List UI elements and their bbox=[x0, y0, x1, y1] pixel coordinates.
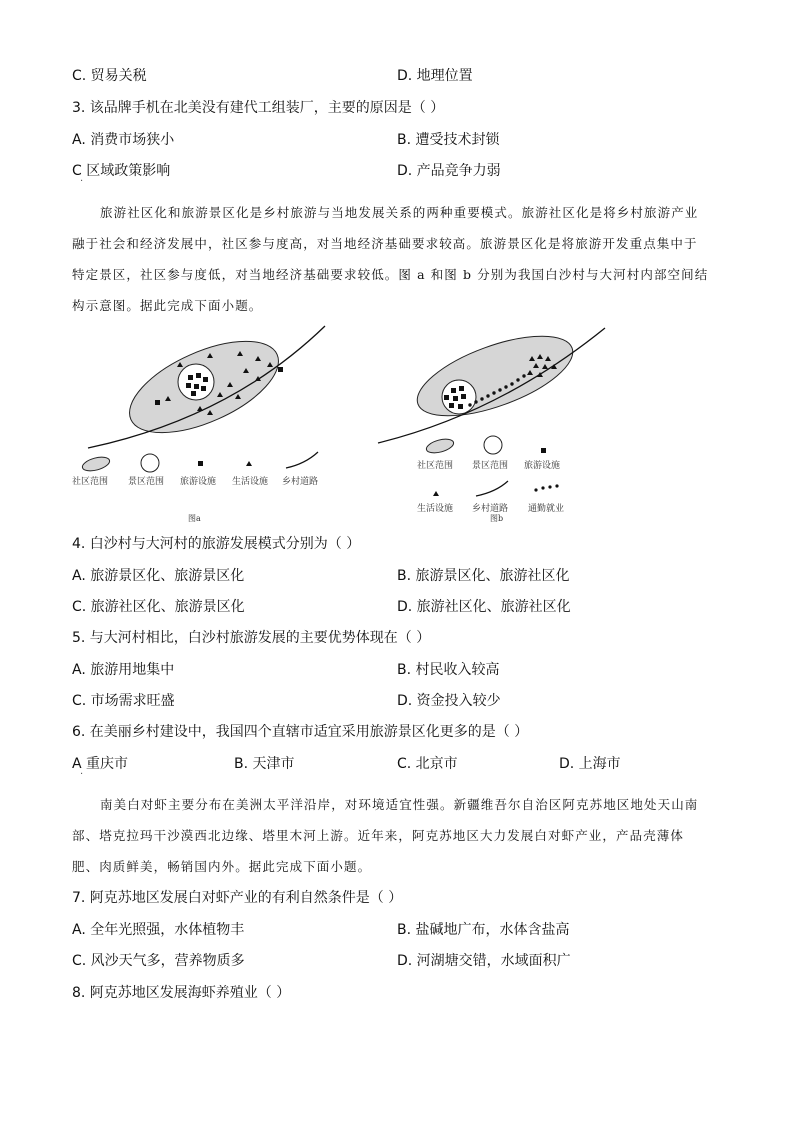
q6-stem: 6. 在美丽乡村建设中，我国四个直辖市适宜采用旅游景区化更多的是（ ） bbox=[72, 724, 529, 740]
figure-a-caption: 图a bbox=[188, 514, 201, 523]
q4-option-b: B. 旅游景区化、旅游社区化 bbox=[397, 568, 570, 584]
passage2-line-2: 部、塔克拉玛干沙漠西北边缘、塔里木河上游。近年来，阿克苏地区大力发展白对虾产业，产品壳薄体 bbox=[72, 828, 685, 843]
village-structure-figure bbox=[60, 318, 620, 528]
legend-a-scenic-label: 景区范围 bbox=[128, 477, 165, 487]
legend-a-community-label: 社区范围 bbox=[72, 477, 109, 487]
q8-stem: 8. 阿克苏地区发展海虾养殖业（ ） bbox=[72, 985, 291, 1001]
passage1-line-4: 构示意图。据此完成下面小题。 bbox=[72, 298, 263, 313]
q2-option-d: D. 地理位置 bbox=[397, 68, 473, 84]
passage1-line-1: 旅游社区化和旅游景区化是乡村旅游与当地发展关系的两种重要模式。旅游社区化是将乡村旅游产业 bbox=[100, 205, 699, 220]
passage1-line-2: 融于社会和经济发展中，社区参与度高，对当地经济基础要求较高。旅游景区化是将旅游开发重点集中于 bbox=[72, 236, 698, 251]
figure-b bbox=[378, 320, 605, 443]
q3-option-a: A. 消费市场狭小 bbox=[72, 132, 175, 148]
legend-b bbox=[417, 436, 564, 523]
figure-b-caption: 图b bbox=[490, 514, 504, 523]
q3-option-c: C 区域政策影响 bbox=[72, 163, 171, 179]
legend-a-tourism-label: 旅游设施 bbox=[180, 477, 217, 487]
q6-option-b: B. 天津市 bbox=[234, 756, 295, 772]
legend-a-road-label: 乡村道路 bbox=[282, 477, 319, 487]
q3-option-d: D. 产品竞争力弱 bbox=[397, 163, 501, 179]
q5-option-b: B. 村民收入较高 bbox=[397, 662, 500, 678]
q6-option-d: D. 上海市 bbox=[559, 756, 621, 772]
q4-option-c: C. 旅游社区化、旅游景区化 bbox=[72, 599, 245, 615]
stray-mark: · bbox=[80, 176, 84, 187]
q7-option-a: A. 全年光照强，水体植物丰 bbox=[72, 922, 245, 938]
q5-option-c: C. 市场需求旺盛 bbox=[72, 693, 175, 709]
legend-a bbox=[72, 452, 318, 523]
community-area-b bbox=[408, 320, 583, 432]
stray-mark-2: · bbox=[80, 769, 84, 780]
q5-option-a: A. 旅游用地集中 bbox=[72, 662, 175, 678]
q5-option-d: D. 资金投入较少 bbox=[397, 693, 501, 709]
q7-option-c: C. 风沙天气多，营养物质多 bbox=[72, 953, 245, 969]
legend-b-scenic-label: 景区范围 bbox=[472, 461, 509, 471]
q4-option-a: A. 旅游景区化、旅游景区化 bbox=[72, 568, 245, 584]
legend-b-living-label: 生活设施 bbox=[417, 504, 454, 514]
q3-option-b: B. 遭受技术封锁 bbox=[397, 132, 500, 148]
q6-option-a: A 重庆市 bbox=[72, 756, 129, 772]
q6-option-c: C. 北京市 bbox=[397, 756, 458, 772]
q7-stem: 7. 阿克苏地区发展白对虾产业的有利自然条件是（ ） bbox=[72, 890, 403, 906]
q7-option-b: B. 盐碱地广布，水体含盐高 bbox=[397, 922, 570, 938]
legend-a-living-label: 生活设施 bbox=[232, 477, 269, 487]
q7-option-d: D. 河湖塘交错，水域面积广 bbox=[397, 953, 571, 969]
legend-b-commute-label: 通勤就业 bbox=[528, 504, 565, 514]
legend-b-road-label: 乡村道路 bbox=[472, 504, 509, 514]
passage2-line-1: 南美白对虾主要分布在美洲太平洋沿岸，对环境适宜性强。新疆维吾尔自治区阿克苏地区地处天山南 bbox=[100, 797, 699, 812]
q4-stem: 4. 白沙村与大河村的旅游发展模式分别为（ ） bbox=[72, 536, 361, 552]
passage1-line-3: 特定景区，社区参与度低，对当地经济基础要求较低。图 a 和图 b 分别为我国白沙村与大河村内部空间结 bbox=[72, 267, 709, 282]
q5-stem: 5. 与大河村相比，白沙村旅游发展的主要优势体现在（ ） bbox=[72, 630, 431, 646]
q3-stem: 3. 该品牌手机在北美没有建代工组装厂，主要的原因是（ ） bbox=[72, 100, 445, 116]
figure-a bbox=[88, 322, 325, 451]
passage2-line-3: 肥、肉质鲜美，畅销国内外。据此完成下面小题。 bbox=[72, 859, 372, 874]
q2-option-c: C. 贸易关税 bbox=[72, 68, 147, 84]
legend-b-tourism-label: 旅游设施 bbox=[524, 461, 561, 471]
legend-b-community-label: 社区范围 bbox=[417, 461, 454, 471]
q4-option-d: D. 旅游社区化、旅游社区化 bbox=[397, 599, 571, 615]
